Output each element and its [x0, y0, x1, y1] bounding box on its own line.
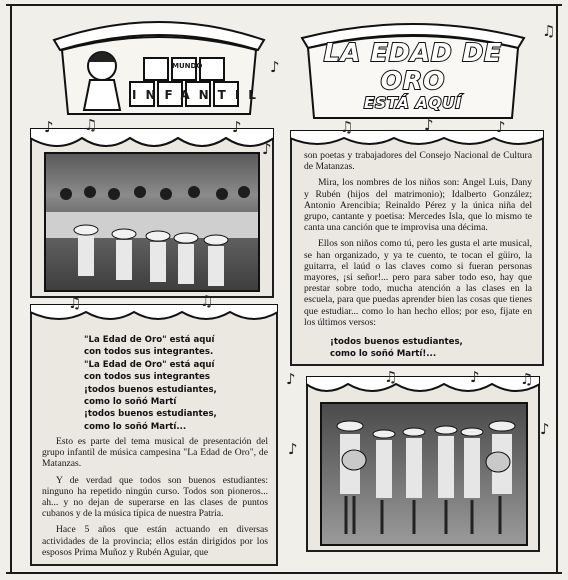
left-verse-line: "La Edad de Oro" está aquí [84, 359, 215, 370]
music-note-icon: ♫ [340, 118, 354, 136]
music-note-icon: ♫ [384, 368, 398, 386]
left-verse-block [84, 334, 217, 433]
left-paragraph: Hace 5 años que están actuando en diversas actividades de la provincia; ellos están dirigidos por los esposos Prima Muñoz y Rubén Aguiar, que [42, 524, 268, 558]
text-panel-right [290, 130, 544, 366]
left-paragraph: Y de verdad que todos son buenos estudiantes: ninguno ha repetido ningún curso. Todos son pioneros... ah... y no dejan de superarse en las clases de puntos cubanos y de la música típica de nuestra Patria. [42, 474, 268, 520]
music-note-icon: ♪ [288, 440, 298, 458]
music-note-icon: ♪ [262, 140, 272, 158]
group-photo-guitars [320, 402, 528, 546]
left-verse-line: como lo soñó Martí [84, 397, 177, 408]
group-photo-stage [44, 152, 260, 292]
right-verse-block [330, 336, 463, 361]
right-verse-line: como lo soñó Martí!... [330, 349, 437, 360]
title-line-2: ORO [380, 66, 446, 95]
music-note-icon: ♫ [68, 294, 82, 312]
left-verse-line: "La Edad de Oro" está aquí [84, 335, 215, 345]
music-note-icon: ♪ [286, 370, 296, 388]
title-line-1: LA EDAD DE [323, 38, 503, 67]
left-paragraph: Esto es parte del tema musical de presentación del grupo infantil de música campesina "La Edad de Oro", de Matanzas. [42, 436, 268, 470]
curtain-icon [306, 376, 540, 402]
left-verse-line: con todos sus integrantes. [84, 347, 214, 358]
music-note-icon: ♫ [84, 116, 98, 134]
page-bottom-rule [6, 572, 562, 574]
music-note-icon: ♪ [496, 118, 506, 136]
logo-word-mundo: MUNDO [172, 62, 203, 70]
page-top-rule [6, 4, 562, 6]
music-note-icon: ♫ [520, 370, 534, 388]
left-article-body [42, 436, 268, 563]
music-note-icon: ♫ [200, 292, 214, 310]
music-note-icon: ♪ [540, 420, 550, 438]
text-panel-left [30, 304, 278, 566]
title-sign [296, 14, 530, 120]
music-note-icon: ♪ [270, 58, 280, 76]
title-line-3: ESTÁ AQUÍ [363, 94, 463, 112]
right-article-body [304, 150, 532, 333]
left-verse-line: como lo soñó Martí... [84, 421, 187, 432]
photo-panel-top [30, 128, 274, 298]
left-verse-line: ¡todos buenos estudiantes, [84, 384, 217, 395]
logo-word-infantil: INFANTIL [132, 88, 265, 102]
photo-panel-bottom [306, 376, 540, 552]
music-note-icon: ♪ [424, 116, 434, 134]
mundo-infantil-logo [44, 10, 274, 120]
right-paragraph: Ellos son niños como tú, pero les gusta el arte musical, se han organizado, y ya te cuento, te tocan el güiro, la guitarra, el laúd o las claves como si fueran personas mayores, ¡si señor!... pero para saber todo eso, hay que prestar sobre todo, mucha atención a las clases en la escuela, para que puedas aprender bien las cosas que tienes que estudiar... como lo han hecho ellos; por eso, fíjate en los últimos versos: [304, 238, 532, 328]
page-left-rule [10, 6, 12, 572]
left-verse-line: ¡todos buenos estudiantes, [84, 409, 217, 420]
page-right-rule [556, 6, 558, 572]
right-verse-line: ¡todos buenos estudiantes, [330, 337, 463, 347]
kids-logo-icon [44, 10, 274, 120]
music-note-icon: ♪ [470, 368, 480, 386]
right-paragraph: son poetas y trabajadores del Consejo Nacional de Cultura de Matanzas. [304, 150, 532, 173]
left-verse-line: con todos sus integrantes [84, 372, 210, 383]
right-paragraph: Mira, los nombres de los niños son: Angel Luis, Dany y Rubén (hijos del matrimonio); Idalberto González; Antonio Arencibia; Reinaldo Pérez y la única niña del grupo, cantante y poetisa: Mercedes Isla, que lo mismo te canta una canción que te improvisa una décima. [304, 177, 532, 234]
music-note-icon: ♪ [232, 118, 242, 136]
music-note-icon: ♪ [44, 118, 54, 136]
music-note-icon: ♫ [542, 22, 556, 40]
